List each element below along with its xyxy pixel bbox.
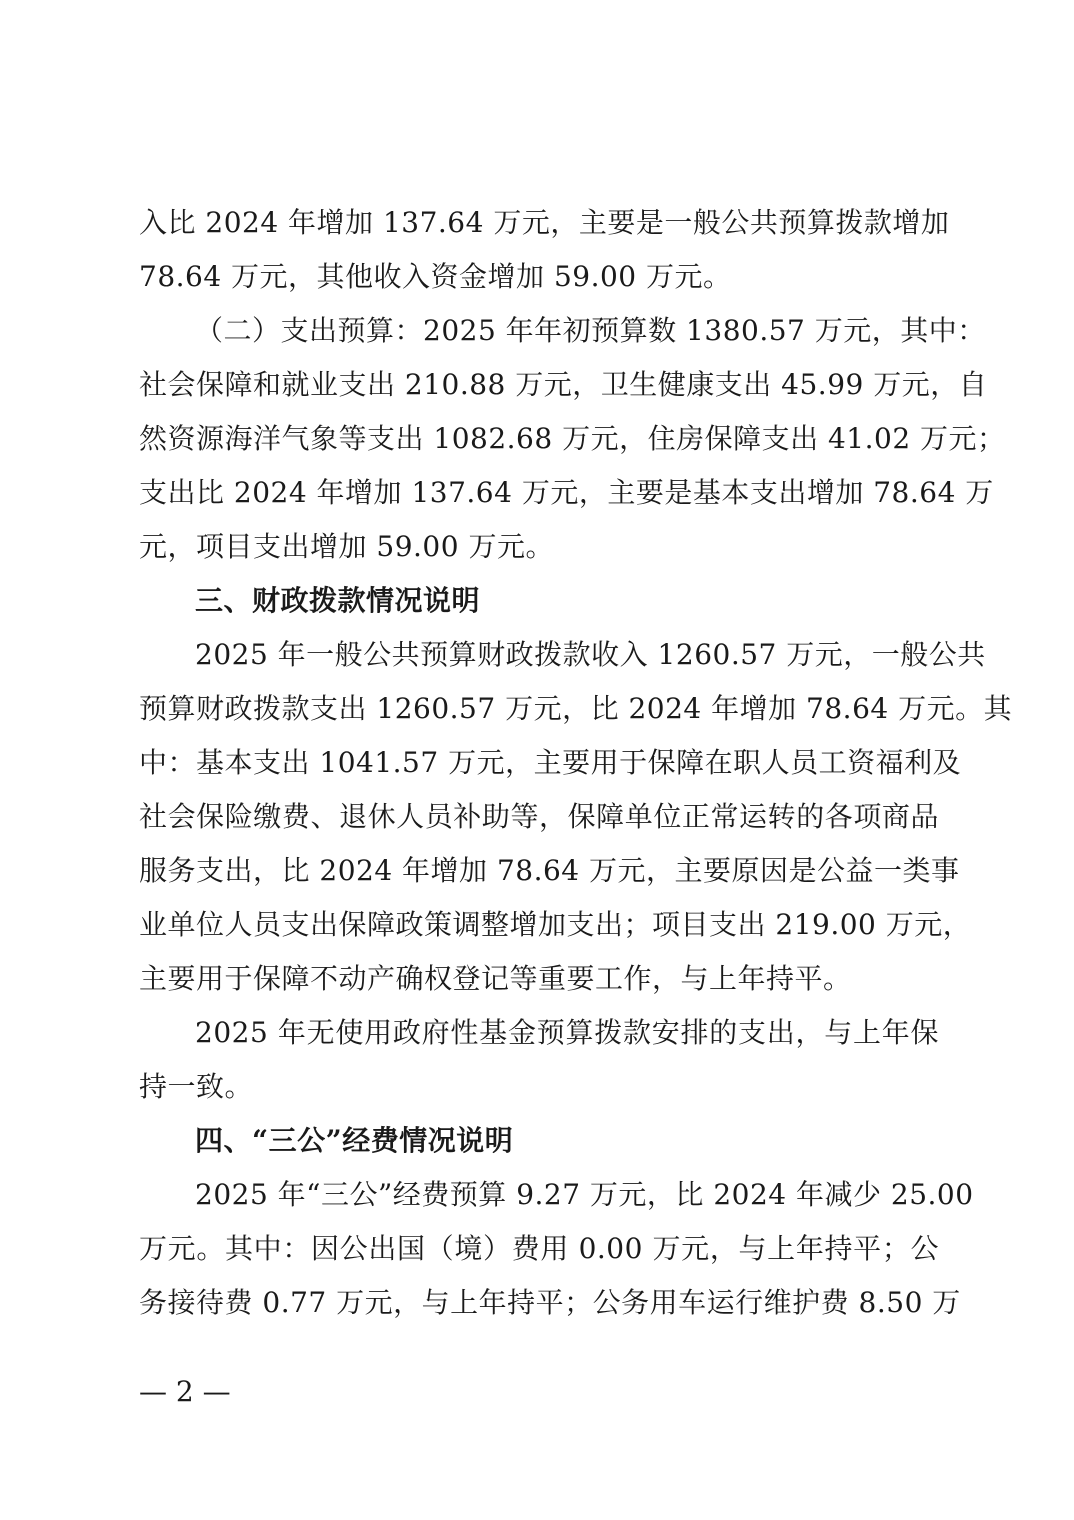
body-line: 社会保险缴费、退休人员补助等，保障单位正常运转的各项商品 (139, 800, 939, 833)
body-line: 主要用于保障不动产确权登记等重要工作，与上年持平。 (139, 962, 852, 995)
section-heading: 三、财政拨款情况说明 (195, 584, 481, 617)
body-line: 支出比 2024 年增加 137.64 万元，主要是基本支出增加 78.64 万 (139, 476, 994, 509)
body-line: 务接待费 0.77 万元，与上年持平；公务用车运行维护费 8.50 万 (139, 1286, 961, 1319)
body-line: 78.64 万元，其他收入资金增加 59.00 万元。 (139, 260, 732, 293)
body-line: 社会保障和就业支出 210.88 万元，卫生健康支出 45.99 万元，自 (139, 368, 988, 401)
body-line: 2025 年一般公共预算财政拨款收入 1260.57 万元，一般公共 (195, 638, 986, 671)
section-heading: 四、“三公”经费情况说明 (195, 1124, 514, 1157)
body-line: 预算财政拨款支出 1260.57 万元，比 2024 年增加 78.64 万元。其 (139, 692, 1013, 725)
body-line: 持一致。 (139, 1070, 254, 1103)
body-line: 2025 年无使用政府性基金预算拨款安排的支出，与上年保 (195, 1016, 939, 1049)
body-line: 然资源海洋气象等支出 1082.68 万元，住房保障支出 41.02 万元； (139, 422, 1006, 455)
body-line: 2025 年“三公”经费预算 9.27 万元，比 2024 年减少 25.00 (195, 1178, 974, 1211)
document-body (139, 196, 1013, 1330)
body-line: 中：基本支出 1041.57 万元，主要用于保障在职人员工资福利及 (139, 746, 962, 779)
body-line: （二）支出预算：2025 年年初预算数 1380.57 万元，其中： (195, 314, 986, 347)
body-line: 万元。其中：因公出国（境）费用 0.00 万元，与上年持平；公 (139, 1232, 939, 1265)
page-number: — 2 — (139, 1375, 231, 1408)
body-line: 入比 2024 年增加 137.64 万元，主要是一般公共预算拨款增加 (139, 206, 950, 239)
body-line: 服务支出，比 2024 年增加 78.64 万元，主要原因是公益一类事 (139, 854, 960, 887)
body-line: 业单位人员支出保障政策调整增加支出；项目支出 219.00 万元， (139, 908, 972, 941)
body-line: 元，项目支出增加 59.00 万元。 (139, 530, 554, 563)
